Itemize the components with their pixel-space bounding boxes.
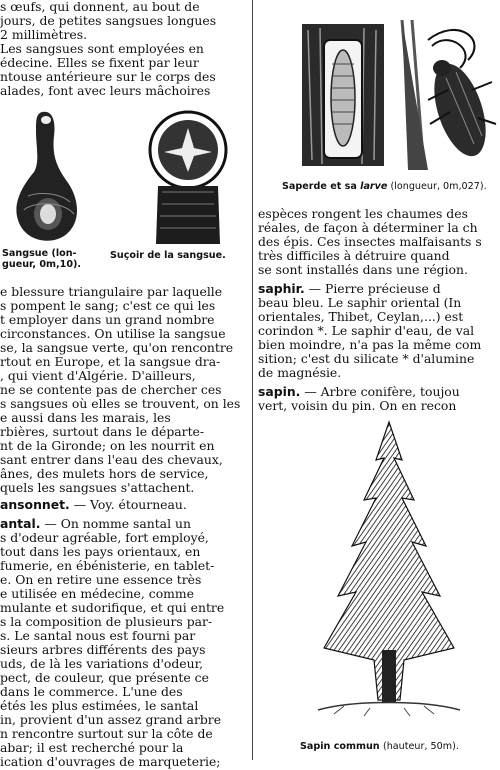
headword-sapin: sapin. <box>258 385 301 399</box>
text-line: espèces rongent les chaumes des <box>258 207 468 221</box>
text-line: e blessure triangulaire par laquelle <box>0 285 223 299</box>
text-line: e aussi dans les marais, les <box>0 411 171 425</box>
entry-saphir <box>258 282 500 297</box>
text-line: s la composition de plusieurs par- <box>0 615 213 629</box>
text-line: Les sangsues sont employées en <box>0 42 204 56</box>
text-line: s pompent le sang; c'est ce qui les <box>0 299 216 313</box>
text-line: étés les plus estimées, le santal <box>0 699 199 713</box>
text-line: vert, voisin du pin. On en recon <box>258 399 457 413</box>
text-line: des épis. Ces insectes malfaisants s <box>258 235 482 249</box>
text-line: sition; c'est du silicate * d'alumine <box>258 352 475 366</box>
text-line: in, provient d'un assez grand arbre <box>0 713 222 727</box>
fir-tree-caption <box>300 741 459 752</box>
entry-text: — Arbre conifère, toujou <box>300 385 460 399</box>
text-line: corindon *. Le saphir d'eau, de val <box>258 324 475 338</box>
text-line: mulante et sudorifique, et qui entre <box>0 601 225 615</box>
text-line: sieurs arbres différents des pays <box>0 643 206 657</box>
fir-tree-illustration <box>314 420 464 720</box>
text-line: s sangsues où elles se trouvent, on les <box>0 397 241 411</box>
text-line: se, la sangsue verte, qu'on rencontre <box>0 341 234 355</box>
headword-saphir: saphir. <box>258 282 305 296</box>
text-line: 2 millimètres. <box>0 28 88 42</box>
text-line: bien moindre, n'a pas la même com <box>258 338 482 352</box>
text-line: rtout en Europe, et la sangsue dra- <box>0 355 221 369</box>
leech-caption <box>2 248 81 270</box>
text-line: beau bleu. Le saphir oriental (In <box>258 296 462 310</box>
text-line: rbières, surtout dans le départe- <box>0 425 205 439</box>
caption-rest: (longueur, 0m,027). <box>387 181 487 192</box>
entry-text: — Pierre précieuse d <box>304 282 441 296</box>
text-line: jours, de petites sangsues longues <box>0 14 217 28</box>
text-line: orientales, Thibet, Ceylan,...) est <box>258 310 464 324</box>
text-line: uds, de là les variations d'odeur, <box>0 657 204 671</box>
text-line: alades, font avec leurs mâchoires <box>0 84 211 98</box>
text-line: fumerie, en ébénisterie, en tablet- <box>0 559 215 573</box>
leech-caption-line-2: gueur, 0m,10). <box>2 259 82 270</box>
text-line: s. Le santal nous est fourni par <box>0 629 196 643</box>
text-line: très difficiles à détruire quand <box>258 249 450 263</box>
text-line: s d'odeur agréable, fort employé, <box>0 531 209 545</box>
entry-text: — On nomme santal un <box>40 517 191 531</box>
leech-illustration <box>8 106 88 246</box>
text-line: ne se contente pas de chercher ces <box>0 383 222 397</box>
text-line: ication d'ouvrages de marqueterie; <box>0 755 221 769</box>
text-line: édecine. Elles se fixent par leur <box>0 56 199 70</box>
caption-bold: Sapin commun <box>300 741 383 752</box>
text-line: s œufs, qui donnent, au bout de <box>0 0 200 14</box>
column-divider <box>252 0 253 760</box>
entry-santal <box>0 517 249 532</box>
text-line: e utilisée en médecine, comme <box>0 587 195 601</box>
saperde-beetle-illustration <box>398 20 498 170</box>
caption-bold: Saperde et sa <box>282 181 361 192</box>
text-line: ntouse antérieure sur le corps des <box>0 70 216 84</box>
text-line: n rencontre surtout sur la côte de <box>0 727 213 741</box>
leech-sucker-illustration <box>138 106 238 246</box>
headword-santal: antal. <box>0 517 41 531</box>
text-line: réales, de façon à déterminer la ch <box>258 221 478 235</box>
text-line: t employer dans un grand nombre <box>0 313 215 327</box>
text-line: ânes, des mulets hors de service, <box>0 467 209 481</box>
headword-sansonnet: ansonnet. <box>0 498 70 512</box>
text-line: se sont installés dans une région. <box>258 263 468 277</box>
saperde-caption <box>282 181 487 192</box>
entry-sapin <box>258 385 500 400</box>
text-line: pect, de couleur, que présente ce <box>0 671 209 685</box>
text-line: , qui vient d'Algérie. D'ailleurs, <box>0 369 196 383</box>
text-line: tout dans les pays orientaux, en <box>0 545 201 559</box>
text-line: nt de la Gironde; on les nourrit en <box>0 439 215 453</box>
text-line: de magnésie. <box>258 366 342 380</box>
sucker-caption: Suçoir de la sangsue. <box>110 250 226 261</box>
text-line: quels les sangsues s'attachent. <box>0 481 195 495</box>
text-line: abar; il est recherché pour la <box>0 741 184 755</box>
text-line: dans le commerce. L'une des <box>0 685 183 699</box>
entry-text: — Voy. étourneau. <box>69 498 187 512</box>
saperde-larva-illustration <box>298 20 388 170</box>
text-line: sant entrer dans l'eau des chevaux, <box>0 453 223 467</box>
caption-italic: larve <box>360 181 388 192</box>
leech-caption-line-1: Sangsue (lon- <box>2 248 77 259</box>
text-line: circonstances. On utilise la sangsue <box>0 327 226 341</box>
text-line: e. On en retire une essence très <box>0 573 202 587</box>
entry-sansonnet <box>0 498 249 513</box>
caption-rest: (hauteur, 50m). <box>382 741 459 752</box>
